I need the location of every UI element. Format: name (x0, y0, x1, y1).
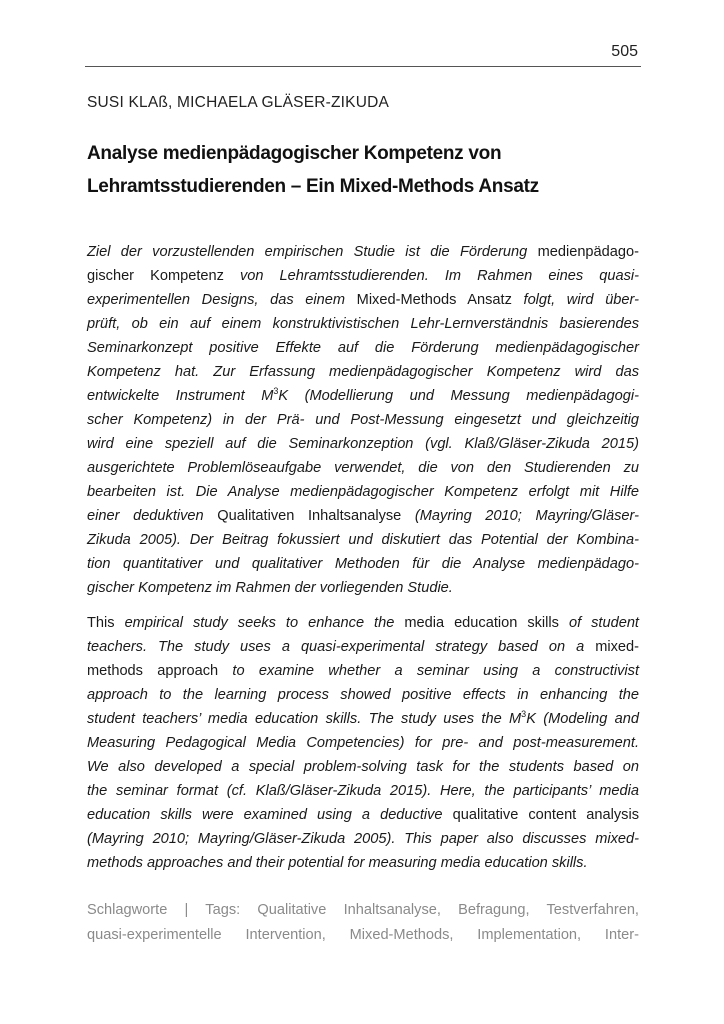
text-run: K (Modellierung und Messung medienpädagogi- (278, 388, 639, 404)
abstract-line (87, 659, 639, 683)
keywords-line: quasi-experimentelle Intervention, Mixed-Methods, Implementation, Inter- (87, 927, 639, 943)
abstract-line (87, 384, 639, 408)
abstract-line (87, 528, 639, 552)
text-run: mixed- (584, 639, 640, 655)
text-run: entwickelte Instrument M (87, 388, 274, 404)
abstract-german (87, 240, 639, 600)
superscript: 3 (521, 709, 527, 719)
article-title-line: Lehramtsstudierenden – Ein Mixed-Methods Ansatz (87, 176, 539, 197)
text-run: education skills were examined using a deductive (87, 807, 443, 823)
text-run: methods approach (87, 663, 219, 679)
text-run: the seminar format (cf. Klaß/Gläser-Zikuda 2015). Here, the participants’ media (87, 783, 639, 799)
text-run: von Lehramtsstudierenden. Im Rahmen eines quasi- (223, 268, 639, 284)
abstract-line (87, 336, 639, 360)
abstract-line (87, 803, 639, 827)
text-run: Zikuda 2005). Der Beitrag fokussiert und diskutiert das Potential der Kombina- (87, 532, 639, 548)
page-number: 505 (611, 43, 638, 60)
text-run: gischer Kompetenz (87, 268, 224, 284)
article-title (87, 137, 647, 203)
text-run: experimentellen Designs, das einem (87, 292, 346, 308)
abstract-line (87, 851, 639, 875)
authors: SUSI KLAß, MICHAELA GLÄSER-ZIKUDA (87, 94, 390, 111)
header-rule (85, 66, 641, 67)
abstract-line (87, 312, 639, 336)
abstract-line (87, 683, 639, 707)
text-run: scher Kompetenz) in der Prä- und Post-Messung eingesetzt und gleichzeitig (87, 412, 639, 428)
text-run: Qualitativen Inhaltsanalyse (203, 508, 402, 524)
abstract-line (87, 240, 639, 264)
abstract-line (87, 576, 639, 600)
text-run: media education skills (394, 615, 559, 631)
text-run: Measuring Pedagogical Media Competencies) for pre- and post-measurement. (87, 735, 639, 751)
text-run: empirical study seeks to enhance the (114, 615, 395, 631)
text-run: prüft, ob ein auf einem konstruktivistischen Lehr-Lernverständnis basierendes (87, 316, 639, 332)
abstract-line (87, 552, 639, 576)
text-run: to examine whether a seminar using a constructivist (218, 663, 639, 679)
text-run: of student (558, 615, 639, 631)
abstract-line (87, 288, 639, 312)
text-run: gischer Kompetenz im Rahmen der vorliegenden Studie. (87, 580, 453, 596)
text-run: wird eine speziell auf die Seminarkonzeption (vgl. Klaß/Gläser-Zikuda 2015) (87, 436, 639, 452)
text-run: student teachers’ media education skills. The study uses the M (87, 711, 522, 727)
abstract-line (87, 432, 639, 456)
abstract-line (87, 635, 639, 659)
text-run: ausgerichtete Problemlöseaufgabe verwendet, die von den Studierenden zu (87, 460, 639, 476)
abstract-line (87, 360, 639, 384)
abstract-english (87, 611, 639, 875)
abstract-line (87, 408, 639, 432)
keywords (87, 898, 639, 948)
text-run: We also developed a special problem-solving task for the students based on (87, 759, 639, 775)
abstract-line (87, 456, 639, 480)
text-run: bearbeiten ist. Die Analyse medienpädagogischer Kompetenz erfolgt mit Hilfe (87, 484, 639, 500)
text-run: approach to the learning process showed positive effects in enhancing the (87, 687, 639, 703)
superscript: 3 (273, 386, 279, 396)
text-run: (Mayring 2010; Mayring/Gläser-Zikuda 2005). This paper also discusses mixed- (87, 831, 639, 847)
text-run: Kompetenz hat. Zur Erfassung medienpädagogischer Kompetenz wird das (87, 364, 639, 380)
article-title-line: Analyse medienpädagogischer Kompetenz von (87, 143, 502, 164)
abstract-line (87, 779, 639, 803)
abstract-line (87, 264, 639, 288)
abstract-line (87, 504, 639, 528)
text-run: Ziel der vorzustellenden empirischen Studie ist die Förderung (87, 244, 528, 260)
abstract-line (87, 755, 639, 779)
text-run: (Mayring 2010; Mayring/Gläser- (401, 508, 639, 524)
keywords-line: Schlagworte | Tags: Qualitative Inhaltsanalyse, Befragung, Testverfahren, (87, 902, 639, 918)
text-run: Mixed-Methods Ansatz (345, 292, 512, 308)
text-run: teachers. The study uses a quasi-experimental strategy based on a (87, 639, 585, 655)
text-run: folgt, wird über- (511, 292, 639, 308)
text-run: einer deduktiven (87, 508, 204, 524)
abstract-line (87, 480, 639, 504)
abstract-line (87, 731, 639, 755)
abstract-line (87, 827, 639, 851)
text-run: medienpädago- (527, 244, 639, 260)
abstract-line (87, 707, 639, 731)
text-run: methods approaches and their potential for measuring media education skills. (87, 855, 588, 871)
text-run: K (Modeling and (526, 711, 639, 727)
text-run: Seminarkonzept positive Effekte auf die Förderung medienpädagogischer (87, 340, 639, 356)
text-run: This (87, 615, 115, 631)
text-run: qualitative content analysis (442, 807, 640, 823)
text-run: tion quantitativer und qualitativer Methoden für die Analyse medienpädago- (87, 556, 639, 572)
abstract-line (87, 611, 639, 635)
